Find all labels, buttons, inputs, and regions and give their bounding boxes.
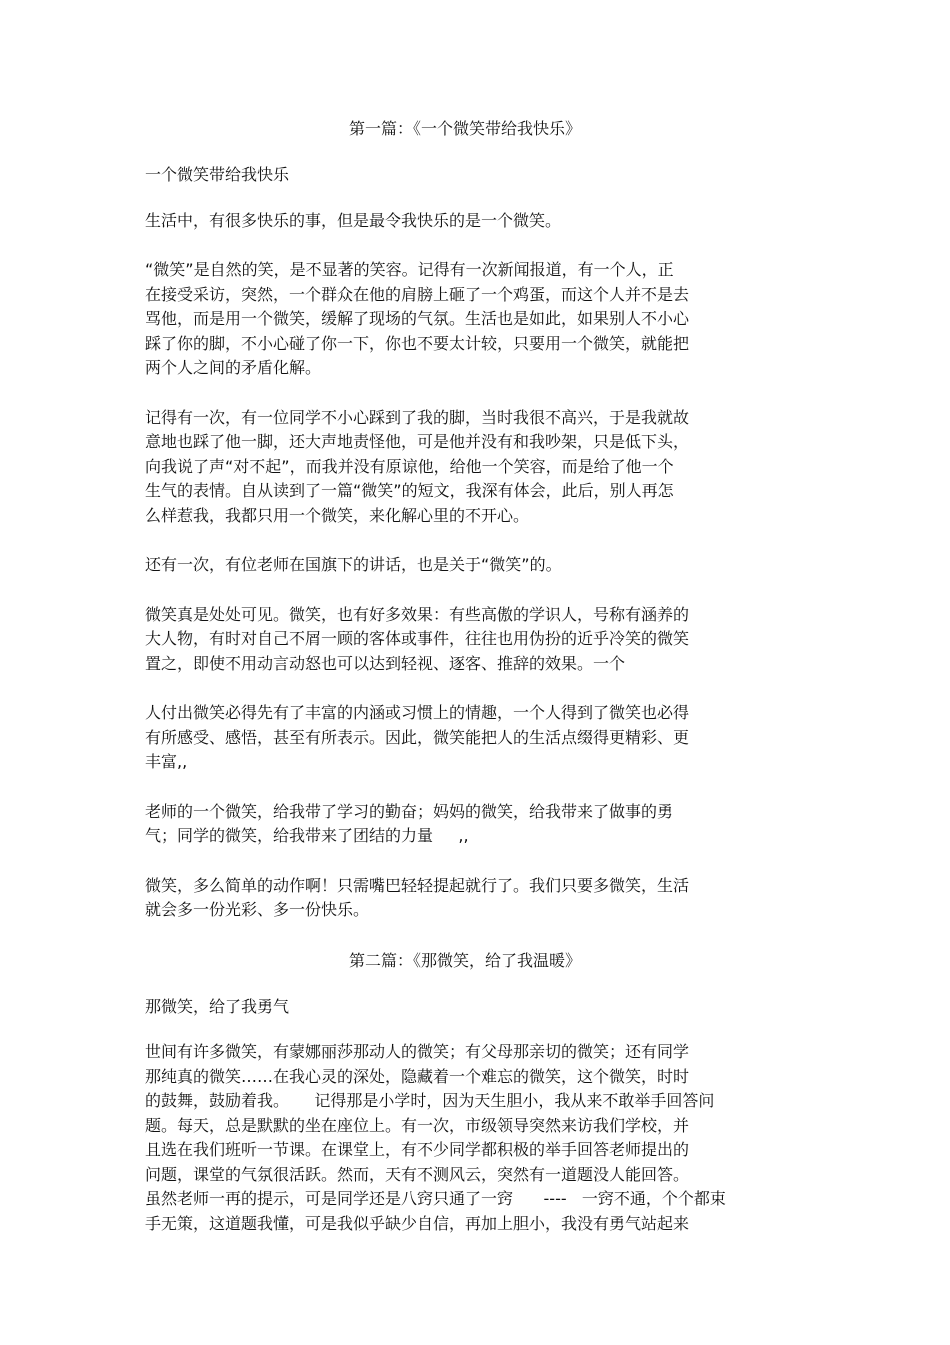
text-line: 两个人之间的矛盾化解。 (145, 358, 322, 377)
text-line: 微笑，多么简单的动作啊！只需嘴巴轻轻提起就行了。我们只要多微笑，生活 (145, 875, 690, 895)
paragraph (145, 701, 785, 775)
article-2-title: 第二篇：《那微笑，给了我温暖》 (348, 950, 581, 970)
text-line: 生活中，有很多快乐的事，但是最令我快乐的是一个微笑。 (145, 210, 562, 230)
text-line: 老师的一个微笑，给我带了学习的勤奋；妈妈的微笑，给我带来了做事的勇 (145, 801, 674, 821)
text-line: 骂他，而是用一个微笑，缓解了现场的气氛。生活也是如此，如果别人不小心 (145, 309, 690, 328)
text-line: 且选在我们班听一节课。在课堂上，有不少同学都积极的举手回答老师提出的 (145, 1140, 690, 1159)
text-line: 手无策，这道题我懂，可是我似乎缺少自信，再加上胆小，我没有勇气站起来 (145, 1213, 690, 1233)
text-line: 丰富,, (145, 752, 188, 771)
text-line: 大人物，有时对自己不屑一顾的客体或事件，往往也用伪扮的近乎冷笑的微笑 (145, 629, 690, 648)
text-line: 问题，课堂的气氛很活跃。然而，天有不测风云，突然有一道题没人能回答。 (145, 1164, 690, 1184)
paragraph (145, 874, 785, 923)
text-line: 气；同学的微笑，给我带来了团结的力量 ,, (145, 826, 469, 845)
text-line: 在接受采访，突然，一个群众在他的肩膀上砸了一个鸡蛋，而这个人并不是去 (145, 284, 690, 304)
text-line: 还有一次，有位老师在国旗下的讲话，也是关于“微笑”的。 (145, 555, 562, 574)
paragraph (145, 1040, 785, 1236)
text-line: 置之，即使不用动言动怒也可以达到轻视、逐客、推辞的效果。一个 (145, 653, 626, 673)
text-line: 意地也踩了他一脚，还大声地责怪他，可是他并没有和我吵架，只是低下头， (145, 432, 690, 451)
text-line: 踩了你的脚，不小心碰了你一下，你也不要太计较，只要用一个微笑，就能把 (145, 333, 690, 353)
text-line: 就会多一份光彩、多一份快乐。 (145, 900, 370, 919)
text-line: 题。每天，总是默默的坐在座位上。有一次，市级领导突然来访我们学校，并 (145, 1115, 690, 1135)
paragraph (145, 258, 785, 381)
article-1-title: 第一篇：《一个微笑带给我快乐》 (348, 119, 581, 138)
text-line: 记得有一次，有一位同学不小心踩到了我的脚，当时我很不高兴，于是我就故 (145, 407, 690, 427)
paragraph (145, 553, 785, 578)
article-1-subtitle: 一个微笑带给我快乐 (145, 165, 290, 184)
paragraph (145, 800, 785, 849)
text-line: 么样惹我，我都只用一个微笑，来化解心里的不开心。 (145, 505, 530, 525)
paragraph (145, 406, 785, 529)
text-line: 向我说了声“对不起”，而我并没有原谅他，给他一个笑容，而是给了他一个 (145, 456, 674, 476)
text-line: 世间有许多微笑，有蒙娜丽莎那动人的微笑；有父母那亲切的微笑；还有同学 (145, 1042, 690, 1061)
article-2-subtitle: 那微笑，给了我勇气 (145, 996, 290, 1016)
text-line: 虽然老师一再的提示，可是同学还是八窍只通了一窍 ---- 一窍不通，个个都束 (145, 1189, 726, 1208)
paragraph (145, 209, 785, 234)
text-line: 人付出微笑必得先有了丰富的内涵或习惯上的情趣，一个人得到了微笑也必得 (145, 703, 690, 722)
text-line: 的鼓舞，鼓励着我。 记得那是小学时，因为天生胆小，我从来不敢举手回答问 (145, 1091, 715, 1110)
text-line: “微笑”是自然的笑，是不显著的笑容。记得有一次新闻报道，有一个人，正 (145, 260, 674, 279)
text-line: 微笑真是处处可见。微笑，也有好多效果：有些高傲的学识人，号称有涵养的 (145, 604, 690, 624)
document-page (145, 116, 785, 1261)
text-line: 有所感受、感悟，甚至有所表示。因此，微笑能把人的生活点缀得更精彩、更 (145, 727, 690, 747)
paragraph (145, 603, 785, 677)
text-line: 那纯真的微笑……在我心灵的深处，隐藏着一个难忘的微笑，这个微笑，时时 (145, 1066, 690, 1086)
text-line: 生气的表情。自从读到了一篇“微笑”的短文，我深有体会，此后，别人再怎 (145, 481, 674, 500)
